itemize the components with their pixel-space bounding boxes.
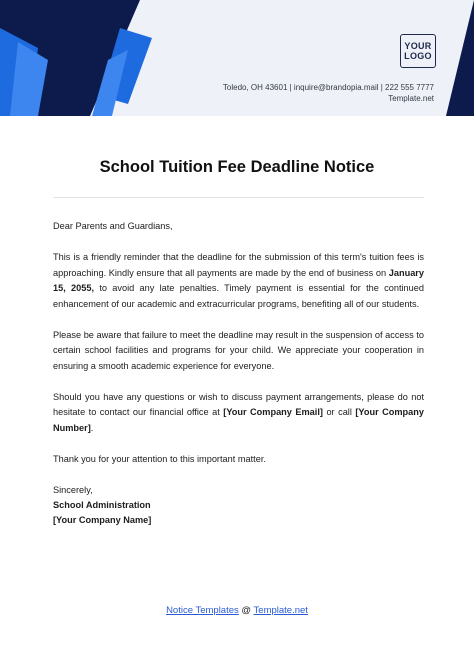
footer-separator: @ (238, 605, 254, 616)
deadline-date: January 15, 2055, (53, 267, 424, 293)
divider (53, 197, 424, 198)
paragraph-reminder-text-b: to avoid any late penalties. Timely payment is essential for the continued enhancement of our academic and extracurricular programs, benefiting all of our students. (53, 283, 424, 309)
navy-shape-right (446, 0, 474, 116)
sender-company: [Your Company Name] (53, 514, 152, 525)
document-title: School Tuition Fee Deadline Notice (99, 158, 375, 176)
greeting: Dear Parents and Guardians, (53, 221, 173, 231)
paragraph-thanks: Thank you for your attention to this important matter. (53, 453, 266, 464)
company-email-placeholder: [Your Company Email] (223, 407, 323, 417)
logo-line-2: LOGO (404, 51, 432, 61)
logo-line-1: YOUR (404, 41, 432, 51)
letter-body (53, 219, 424, 528)
paragraph-reminder-text-a: This is a friendly reminder that the deadline for the submission of this term's tuition fees is approaching. Kindly ensure that all payments are made by the end of business on (53, 252, 424, 278)
paragraph-consequences: Please be aware that failure to meet the deadline may result in the suspension of access to certain school facilities and programs for your child. We appreciate your cooperation in ensuring a smooth academic experience for everyone. (53, 329, 424, 371)
notice-templates-link[interactable]: Notice Templates (166, 605, 239, 616)
footer (0, 605, 474, 616)
paragraph-contact-text-b: or call (322, 407, 356, 417)
sender-name: School Administration (53, 499, 151, 510)
paragraph-reminder (53, 250, 424, 312)
contact-website: Template.net (388, 94, 434, 103)
contact-info (223, 82, 434, 104)
company-logo (400, 34, 436, 68)
paragraph-contact-text-c: . (90, 422, 94, 433)
signoff (53, 483, 424, 528)
template-net-link[interactable]: Template.net (253, 605, 308, 616)
contact-details: Toledo, OH 43601 | inquire@brandopia.mail | 222 555 7777 (222, 83, 434, 92)
company-number-placeholder: [Your Company Number] (53, 407, 425, 433)
letterhead (0, 0, 474, 116)
closing: Sincerely, (53, 484, 93, 495)
paragraph-contact (53, 390, 424, 437)
paragraph-contact-text-a: Should you have any questions or wish to discuss payment arrangements, please do not hesitate to contact our financial office at (53, 391, 424, 417)
